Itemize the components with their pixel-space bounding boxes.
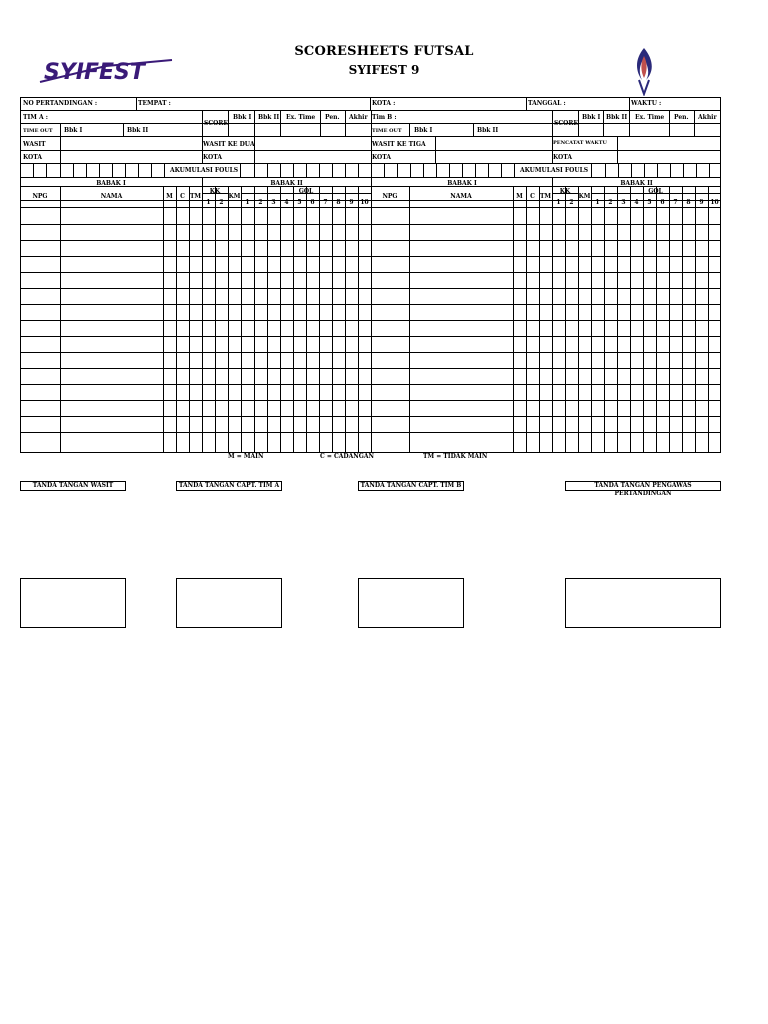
tempat-label: TEMPAT : (138, 100, 171, 107)
rule-v (708, 186, 709, 453)
rule-v (397, 163, 398, 178)
rule-v (644, 163, 645, 178)
rule-v (473, 123, 474, 137)
rule-v (163, 186, 164, 453)
rule-v (267, 186, 268, 453)
rule-v (306, 163, 307, 178)
gol-a-header: GOL (298, 188, 314, 195)
syifest-logo (36, 52, 176, 92)
rule-v (683, 163, 684, 178)
rule-v (60, 123, 61, 137)
bbk1-b-label: Bbk I (582, 114, 601, 121)
rule-v (60, 136, 61, 164)
sub-number: 3 (271, 199, 276, 206)
sub-number: 2 (219, 199, 224, 206)
tm-a-header: TM (189, 193, 202, 200)
rule-v (449, 163, 450, 178)
rule-v (618, 163, 619, 178)
kota-b2-label: KOTA (553, 154, 573, 161)
to-bbk2-b: Bbk II (477, 127, 499, 134)
rule-v (631, 163, 632, 178)
km-a-header: KM (228, 193, 241, 200)
rule-v (488, 163, 489, 178)
rule-v (99, 163, 100, 178)
tim-a-label: TIM A : (23, 114, 48, 121)
timeout-b-label: TIME OUT (372, 128, 402, 134)
rule-v (409, 123, 410, 137)
rule-v (591, 163, 592, 178)
rule-v (669, 186, 670, 453)
rule-v (240, 163, 241, 178)
sub-number: 2 (608, 199, 613, 206)
legend-main: M = MAIN (228, 453, 264, 460)
rule-v (112, 163, 113, 178)
kk-b-header: KK (559, 188, 571, 195)
rule-v (254, 186, 255, 453)
rule-v (435, 136, 436, 164)
sig-capt-b-box[interactable] (358, 578, 464, 628)
rule-v (254, 163, 255, 178)
wasit-label: WASIT (23, 141, 46, 148)
sub-number: 2 (258, 199, 263, 206)
sub-number: 2 (569, 199, 574, 206)
to-bbk1-a: Bbk I (64, 127, 83, 134)
rule-v (526, 97, 527, 111)
sub-number: 10 (360, 199, 369, 206)
pencatat-waktu-label: PENCATAT WAKTU (553, 140, 607, 146)
npg-a-header: NPG (32, 193, 48, 200)
npg-b-header: NPG (382, 193, 398, 200)
rule-v (682, 186, 683, 453)
rule-v (578, 186, 579, 453)
rule-v (60, 163, 61, 178)
rule-v (20, 97, 21, 453)
rule-v (293, 163, 294, 178)
sig-capt-b-label: TANDA TANGAN CAPT. TIM B (358, 481, 464, 491)
rule-v (345, 186, 346, 453)
sub-number: 4 (284, 199, 289, 206)
sub-number: 8 (336, 199, 341, 206)
rule-v (293, 186, 294, 453)
legend-cadangan: C = CADANGAN (320, 453, 375, 460)
nama-a-header: NAMA (100, 193, 123, 200)
rule-v (656, 186, 657, 453)
rule-v (604, 186, 605, 453)
sig-capt-a-label: TANDA TANGAN CAPT. TIM A (176, 481, 282, 491)
rule-v (358, 163, 359, 178)
rule-v (345, 163, 346, 178)
extime-a-label: Ex. Time (286, 114, 316, 121)
sub-number: 3 (621, 199, 626, 206)
wasit-kedua-label: WASIT KE DUA (203, 141, 255, 148)
rule-v (630, 186, 631, 453)
rule-v (670, 163, 671, 178)
flame-emblem (630, 46, 658, 96)
bbk2-a-label: Bbk II (258, 114, 280, 121)
babak2-a-header: BABAK II (270, 180, 303, 187)
page-subtitle: SYIFEST 9 (348, 63, 420, 77)
km-b-header: KM (578, 193, 591, 200)
nama-b-header: NAMA (450, 193, 472, 200)
rule-v (60, 186, 61, 453)
sub-number: 1 (556, 199, 561, 206)
rule-v (617, 186, 618, 453)
rule-v (33, 163, 34, 178)
sig-pengawas-label: TANDA TANGAN PENGAWAS PERTANDINGAN (565, 481, 721, 491)
sub-number: 9 (349, 199, 354, 206)
sub-number: 8 (686, 199, 691, 206)
rule-v (384, 163, 385, 178)
kota-a2-label: KOTA (203, 154, 223, 161)
rule-v (319, 186, 320, 453)
rule-v (176, 186, 177, 453)
rule-v (164, 163, 165, 178)
extime-b-label: Ex. Time (635, 114, 665, 121)
rule-v (696, 163, 697, 178)
rule-v (565, 186, 566, 453)
m-a-header: M (166, 193, 173, 200)
rule-v (409, 186, 410, 453)
rule-v (423, 163, 424, 178)
rule-v (280, 163, 281, 178)
sig-pengawas-box[interactable] (565, 578, 721, 628)
rule-v (202, 186, 203, 453)
page-title: SCORESHEETS FUTSAL (294, 44, 474, 59)
rule-v (151, 163, 152, 178)
rule-v (617, 136, 618, 164)
rule-v (462, 163, 463, 178)
bbk2-b-label: Bbk II (606, 114, 628, 121)
rule-v (605, 163, 606, 178)
rule-v (720, 97, 721, 453)
pen-a-label: Pen. (325, 114, 340, 121)
wasit-ketiga-label: WASIT KE TIGA (372, 141, 426, 148)
sub-number: 1 (595, 199, 600, 206)
gol-b-header: GOL (648, 188, 663, 195)
rule-v (46, 163, 47, 178)
sig-wasit-box[interactable] (20, 578, 126, 628)
rule-v (123, 123, 124, 137)
rule-v (514, 163, 515, 178)
rule-v (332, 163, 333, 178)
rule-v (136, 97, 137, 111)
rule-v (125, 163, 126, 178)
rule-v (267, 163, 268, 178)
rule-v (629, 97, 630, 111)
rule-v (319, 163, 320, 178)
sub-number: 9 (699, 199, 704, 206)
rule-v (475, 163, 476, 178)
rule-v (215, 186, 216, 453)
rule-v (358, 186, 359, 453)
bbk1-a-label: Bbk I (233, 114, 252, 121)
rule-v (513, 186, 514, 453)
sub-number: 10 (710, 199, 719, 206)
logo-text: SYIFEST (44, 60, 145, 85)
rule-v (241, 186, 242, 453)
rule-h (228, 123, 371, 124)
babak1-a-header: BABAK I (96, 180, 126, 187)
sub-number: 5 (647, 199, 652, 206)
tanggal-label: TANGGAL : (528, 100, 566, 107)
sig-wasit-label: TANDA TANGAN WASIT (20, 481, 126, 491)
rule-v (436, 163, 437, 178)
waktu-label: WAKTU : (631, 100, 662, 107)
score-a-label: SCORE (204, 120, 228, 127)
timeout-a-label: TIME OUT (23, 128, 53, 134)
sub-number: 7 (323, 199, 328, 206)
babak2-b-header: BABAK II (620, 180, 653, 187)
sub-number: 1 (206, 199, 211, 206)
sub-number: 4 (634, 199, 639, 206)
rule-v (371, 110, 372, 453)
rule-v (410, 163, 411, 178)
kota-b-label: KOTA (372, 154, 392, 161)
score-b-label: SCORE (554, 120, 578, 127)
rule-v (280, 186, 281, 453)
m-b-header: M (516, 193, 523, 200)
rule-v (138, 163, 139, 178)
akhir-b-label: Akhir (698, 114, 717, 121)
rule-v (709, 163, 710, 178)
rule-v (228, 186, 229, 453)
rule-v (643, 186, 644, 453)
rule-v (657, 163, 658, 178)
pen-b-label: Pen. (674, 114, 689, 121)
babak1-b-header: BABAK I (447, 180, 477, 187)
tm-b-header: TM (539, 193, 552, 200)
tim-b-label: Tim B : (372, 114, 397, 121)
sub-number: 5 (297, 199, 302, 206)
rule-v (501, 163, 502, 178)
rule-v (526, 186, 527, 453)
akumulasi-fouls-a: AKUMULASI FOULS (170, 167, 239, 174)
rule-v (591, 186, 592, 453)
kota-a-label: KOTA (23, 154, 43, 161)
rule-v (332, 186, 333, 453)
legend-tidak-main: TM = TIDAK MAIN (423, 453, 488, 460)
akhir-a-label: Akhir (349, 114, 368, 121)
rule-v (539, 186, 540, 453)
rule-v (306, 186, 307, 453)
kota-label: KOTA : (372, 100, 396, 107)
rule-h (578, 123, 721, 124)
sub-number: 6 (660, 199, 665, 206)
sub-number: 7 (673, 199, 678, 206)
rule-v (73, 163, 74, 178)
akumulasi-fouls-b: AKUMULASI FOULS (520, 167, 589, 174)
sub-number: 1 (245, 199, 250, 206)
kk-a-header: KK (209, 188, 221, 195)
rule-v (552, 186, 553, 453)
c-a-header: C (180, 193, 185, 200)
sub-number: 6 (310, 199, 315, 206)
c-b-header: C (530, 193, 535, 200)
to-bbk2-a: Bbk II (127, 127, 149, 134)
no-pertandingan-label: NO PERTANDINGAN : (23, 100, 98, 107)
to-bbk1-b: Bbk I (414, 127, 433, 134)
rule-v (695, 186, 696, 453)
sig-capt-a-box[interactable] (176, 578, 282, 628)
rule-v (189, 186, 190, 453)
rule-v (86, 163, 87, 178)
rule-v (370, 97, 371, 111)
